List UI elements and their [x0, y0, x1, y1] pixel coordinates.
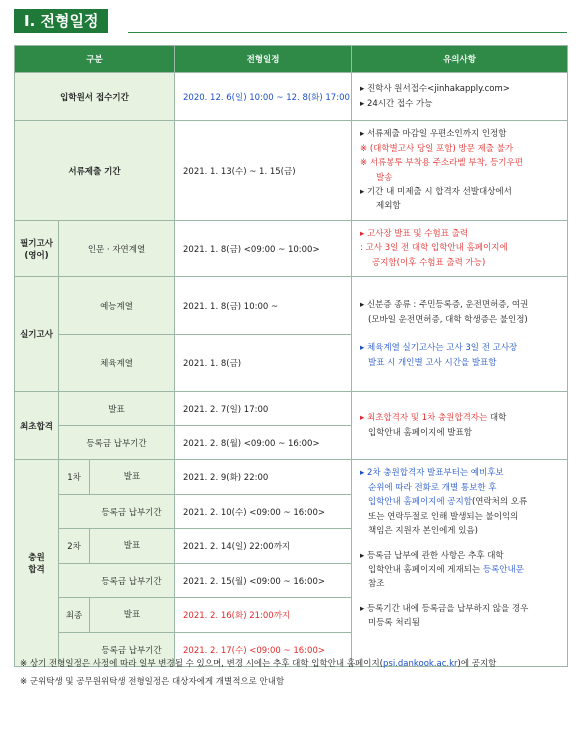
note-line: 공지함(이후 수험표 출력 가능) — [372, 257, 486, 268]
r1-pay-sub: 등록금 납부기간 — [59, 495, 175, 529]
round-1-block — [59, 460, 175, 495]
note-line: ※ 서류봉투 부착용 주소라벨 부착, 등기우편 — [360, 158, 523, 169]
note-line: ▸ 신분증 종류 : 주민등록증, 운전면허증, 여권 — [360, 300, 529, 311]
table-header-row — [15, 46, 568, 73]
row-label-additional — [15, 460, 59, 667]
final-announce-sub: 발표 — [59, 392, 175, 426]
note-line: 또는 연락두절로 인해 발생되는 불이익의 — [368, 511, 519, 522]
written-sub: 인문 · 자연계열 — [59, 221, 175, 277]
footnote-1 — [20, 657, 496, 669]
note-blue-part: 등록안내문 — [482, 564, 524, 575]
note-line: ▸ 등록기간 내에 등록금을 납부하지 않을 경우 — [360, 603, 529, 614]
pe-sub: 체육계열 — [59, 335, 175, 392]
table-row — [15, 73, 568, 121]
arts-sub: 예능계열 — [59, 277, 175, 335]
row-label-practical: 실기고사 — [15, 277, 59, 392]
r3-pay-date: 2021. 2. 17(수) <09:00 ~ 16:00> — [175, 633, 352, 667]
r3-announce-sub: 발표 — [123, 610, 141, 621]
final-notes — [352, 392, 568, 460]
r1-announce-date: 2021. 2. 9(화) 22:00 — [175, 460, 352, 495]
table-row — [15, 460, 568, 495]
footnote-2: ※ 군위탁생 및 공무원위탁생 전형일정은 대상자에게 개별적으로 안내함 — [20, 677, 285, 687]
pe-date: 2021. 1. 8(금) — [175, 335, 352, 392]
note-tail: (연락처의 오류 — [471, 497, 528, 508]
note-line: (모바일 운전면허증, 대학 학생증은 불인정) — [368, 314, 528, 325]
note-line: ▸ 기간 내 미제출 시 합격자 선발대상에서 — [360, 186, 512, 197]
final-announce-date: 2021. 2. 7(일) 17:00 — [175, 392, 352, 426]
table-row — [15, 221, 568, 277]
note-part: 입학안내 홈페이지에 게재되는 — [368, 564, 483, 575]
section-title: Ⅰ. 전형일정 — [14, 9, 108, 33]
note-line: ▸ 24시간 접수 가능 — [360, 98, 433, 109]
row-label-apply: 입학원서 접수기간 — [15, 73, 175, 121]
row-label-docs: 서류제출 기간 — [15, 121, 175, 221]
note-line: ▸ 고사장 발표 및 수험표 출력 — [360, 229, 469, 239]
note-line: 발표 시 개인별 고사 시간을 발표함 — [368, 357, 497, 368]
final-pay-date: 2021. 2. 8(월) <09:00 ~ 16:00> — [175, 426, 352, 460]
note-line: ▸ 2차 충원합격자 발표부터는 예비후보 — [360, 468, 504, 479]
note-line: 제외함 — [376, 201, 401, 212]
note-line: 참조 — [368, 579, 385, 590]
final-note-red: ▸ 최초합격자 및 1차 충원합격자는 — [360, 413, 488, 424]
schedule-table — [14, 45, 568, 667]
row-label-final: 최초합격 — [15, 392, 59, 460]
footnote-1-pre: ※ 상기 전형일정은 사정에 따라 일부 변경될 수 있으며, 변경 시에는 추후 대학 입학안내 홈페이지( — [20, 659, 383, 669]
note-line: : 고사 3일 전 대학 입학안내 홈페이지에 — [360, 243, 508, 254]
note-line — [360, 563, 559, 577]
written-date: 2021. 1. 8(금) <09:00 ~ 10:00> — [175, 221, 352, 277]
note-line: 발송 — [376, 172, 393, 183]
header-schedule: 전형일정 — [175, 46, 352, 73]
r2-announce-date: 2021. 2. 14(일) 22:00까지 — [175, 529, 352, 564]
round-2-label: 2차 — [59, 529, 90, 563]
title-underline — [128, 32, 567, 33]
table-row — [15, 277, 568, 335]
note-line — [360, 495, 559, 509]
note-line: ※ (대학별고사 당일 포함) 방문 제출 불가 — [360, 143, 514, 154]
written-notes — [352, 221, 568, 277]
r2-announce-sub: 발표 — [123, 541, 141, 552]
table-row — [15, 392, 568, 426]
final-note-rest: 대학 — [487, 413, 507, 424]
practical-notes — [352, 277, 568, 392]
written-label-2: (영어) — [24, 250, 49, 261]
note-line: ▸ 서류제출 마감일 우편소인까지 인정함 — [360, 129, 507, 140]
note-line: 미등록 처리됨 — [368, 618, 420, 629]
row-label-written — [15, 221, 59, 277]
note-blue-part: 입학안내 홈페이지에 공지함 — [368, 497, 472, 508]
round-3-block — [59, 598, 175, 633]
r2-pay-sub: 등록금 납부기간 — [59, 564, 175, 598]
round-1-label: 1차 — [59, 460, 90, 494]
r3-pay-sub: 등록금 납부기간 — [59, 633, 175, 667]
r3-announce-date: 2021. 2. 16(화) 21:00까지 — [175, 598, 352, 633]
round-2-block — [59, 529, 175, 564]
additional-label-1: 충원 — [28, 553, 45, 564]
table-row — [15, 121, 568, 221]
r1-announce-sub: 발표 — [123, 472, 141, 483]
header-notes: 유의사항 — [352, 46, 568, 73]
r1-pay-date: 2021. 2. 10(수) <09:00 ~ 16:00> — [175, 495, 352, 529]
footnote-1-post: )에 공지함 — [457, 659, 497, 669]
round-3-label: 최종 — [59, 598, 90, 632]
note-line: ▸ 등록금 납부에 관한 사항은 추후 대학 — [360, 550, 504, 561]
note-line: ▸ 진학사 원서접수<jinhakapply.com> — [360, 84, 510, 95]
apply-notes — [352, 73, 568, 121]
arts-date: 2021. 1. 8(금) 10:00 ~ — [175, 277, 352, 335]
apply-date: 2020. 12. 6(일) 10:00 ~ 12. 8(화) 17:00 — [175, 73, 352, 121]
note-line — [360, 411, 559, 425]
additional-label-2: 합격 — [28, 565, 45, 576]
additional-notes — [352, 460, 568, 667]
docs-date: 2021. 1. 13(수) ~ 1. 15(금) — [175, 121, 352, 221]
note-line: 책임은 지원자 본인에게 있음) — [368, 526, 478, 537]
note-line: 입학안내 홈페이지에 발표함 — [368, 427, 472, 438]
final-pay-sub: 등록금 납부기간 — [59, 426, 175, 460]
note-line: 순위에 따라 전화로 개별 통보한 후 — [368, 482, 497, 493]
docs-notes — [352, 121, 568, 221]
written-label-1: 필기고사 — [20, 238, 53, 249]
note-line: ▸ 체육계열 실기고사는 고사 3일 전 고사장 — [360, 343, 518, 354]
header-category: 구분 — [15, 46, 175, 73]
r2-pay-date: 2021. 2. 15(월) <09:00 ~ 16:00> — [175, 564, 352, 598]
homepage-link[interactable]: psi.dankook.ac.kr — [383, 659, 458, 669]
